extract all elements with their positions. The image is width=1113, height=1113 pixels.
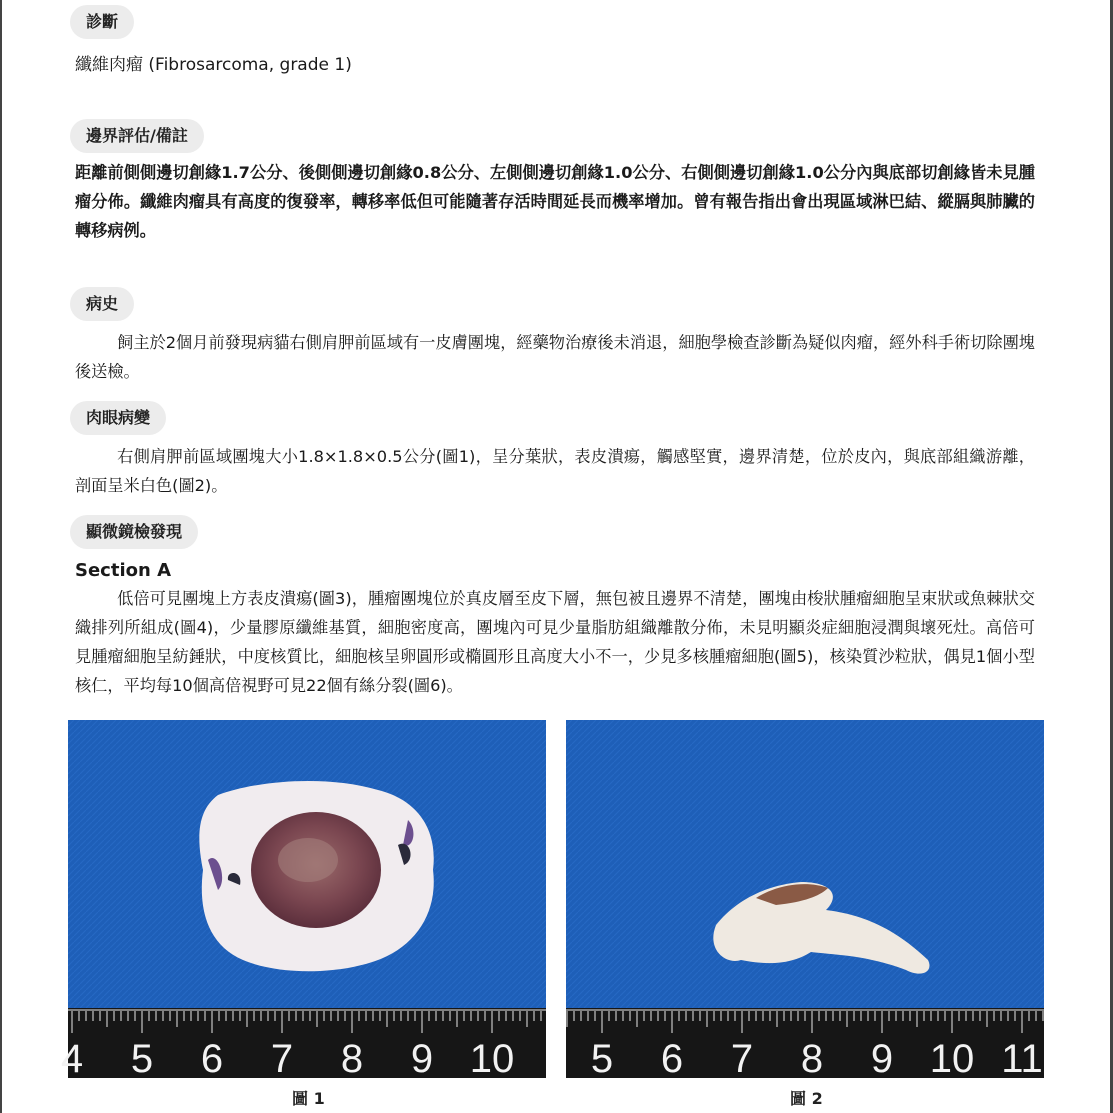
ruler-label: 6 [200,1037,224,1081]
section-title-gross: 肉眼病變 [70,401,166,435]
micro-text: 低倍可見團塊上方表皮潰瘍(圖3)，腫瘤團塊位於真皮層至皮下層，無包被且邊界不清楚，團塊由梭狀腫瘤細胞呈束狀或魚棘狀交織排列所組成(圖4)，少量膠原纖維基質，細胞密度高，團塊內可見少量脂肪組織離散分佈，未見明顯炎症細胞浸潤與壞死灶。高倍可見腫瘤細胞呈紡錘狀，中度核質比，細胞核呈卵圓形或橢圓形且高度大小不一，少見多核腫瘤細胞(圖5)，核染質沙粒狀，偶見1個小型核仁，平均每10個高倍視野可見22個有絲分裂(圖6)。 [75,589,1035,695]
history-text: 飼主於2個月前發現病貓右側肩胛前區域有一皮膚團塊，經藥物治療後未消退，細胞學檢查診斷為疑似肉瘤，經外科手術切除團塊後送檢。 [75,333,1035,381]
section-title-diagnosis: 診斷 [70,5,134,39]
margin-text: 距離前側側邊切創緣1.7公分、後側側邊切創緣0.8公分、左側側邊切創緣1.0公分、右側側邊切創緣1.0公分內與底部切創緣皆未見腫瘤分佈。纖維肉瘤具有高度的復發率，轉移率低但可能隨著存活時間延長而機率增加。曾有報告指出會出現區域淋巴結、縱膈與肺臟的轉移病例。 [75,163,1035,240]
section-title-margin: 邊界評估/備註 [70,119,204,153]
ruler-label: 7 [270,1037,294,1081]
section-title-micro: 顯微鏡檢發現 [70,515,198,549]
ruler-label: 8 [340,1037,364,1081]
ruler-label: 10 [469,1037,515,1081]
micro-subtitle: Section A [75,560,171,581]
ruler-label: 8 [800,1037,824,1081]
figure-2-photo [566,720,1044,1081]
ruler-label: 9 [410,1037,434,1081]
ruler-label: 10 [929,1037,975,1081]
ruler-label: 5 [130,1037,154,1081]
section-title-history: 病史 [70,287,134,321]
gross-text: 右側肩胛前區域團塊大小1.8×1.8×0.5公分(圖1)，呈分葉狀，表皮潰瘍，觸感堅實，邊界清楚，位於皮內，與底部組織游離，剖面呈米白色(圖2)。 [75,447,1035,495]
diagnosis-text: 纖維肉瘤 (Fibrosarcoma, grade 1) [75,55,352,75]
ruler-label: 7 [730,1037,754,1081]
ruler-label: 5 [590,1037,614,1081]
ruler-label: 11 [1001,1037,1043,1081]
figure-1-caption: 圖 1 [292,1089,325,1108]
figure-2-caption: 圖 2 [790,1089,823,1108]
ruler-label: 6 [660,1037,684,1081]
ruler-label: 9 [870,1037,894,1081]
ruler-label: 4 [60,1037,84,1081]
figure-1-photo [60,720,546,1081]
page-border-left [0,0,2,1113]
